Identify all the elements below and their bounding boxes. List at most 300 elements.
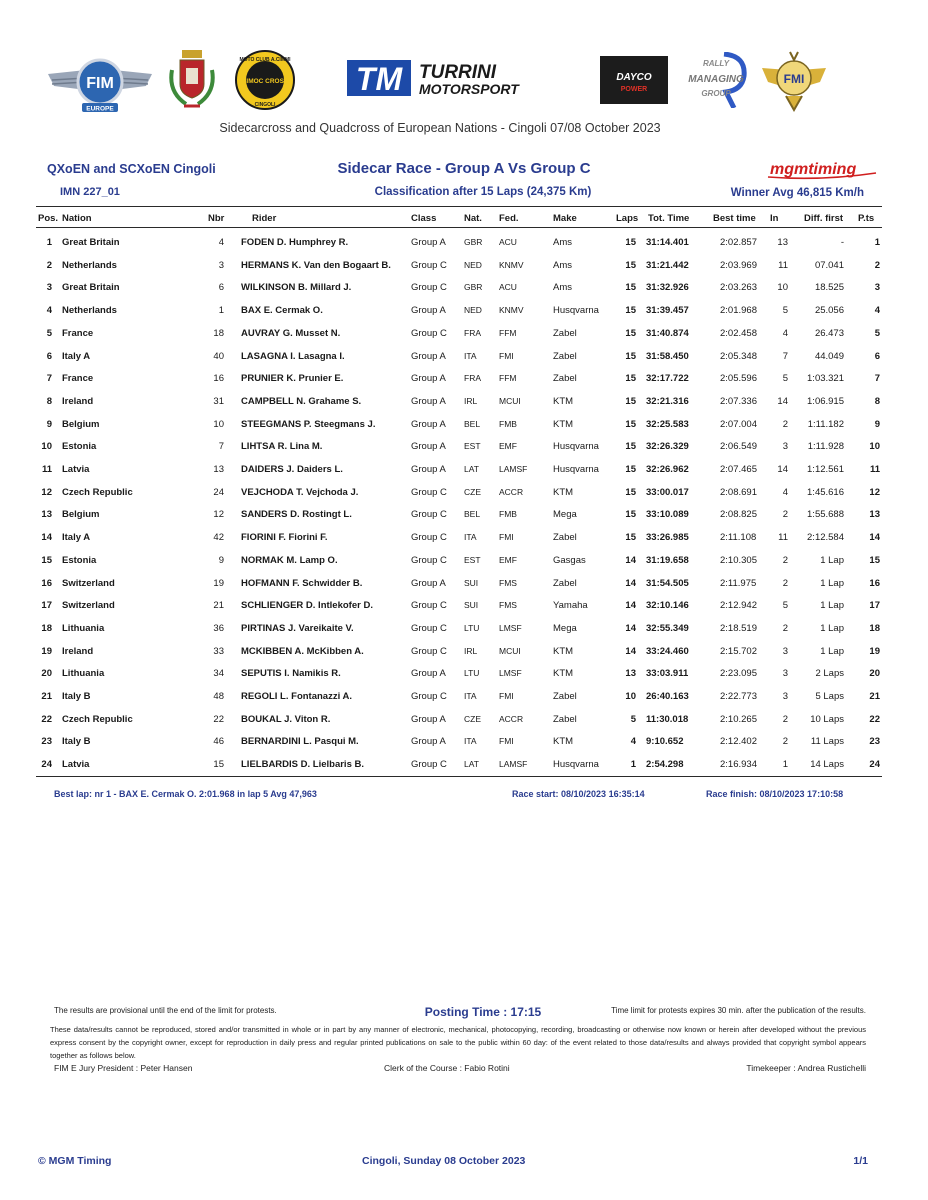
- cell-nation: Great Britain: [62, 237, 120, 248]
- cell-nbr: 19: [213, 577, 224, 589]
- cell-laps: 15: [625, 532, 636, 544]
- cell-inlap: 2: [782, 622, 788, 634]
- cell-rider: BAX E. Cermak O.: [241, 305, 323, 317]
- cell-best: 2:12.402: [720, 736, 757, 748]
- cell-fed: FFM: [499, 373, 517, 384]
- cell-cls: Group A: [411, 668, 446, 680]
- cell-fed: MCUI: [499, 645, 521, 656]
- col-class: Class: [411, 213, 437, 224]
- cell-inlap: 3: [782, 441, 788, 453]
- cell-nbr: 7: [218, 441, 224, 453]
- cell-rider: REGOLI L. Fontanazzi A.: [241, 691, 353, 702]
- cell-cls: Group A: [411, 418, 446, 430]
- cell-cls: Group C: [411, 691, 447, 702]
- cell-diff: 10 Laps: [810, 713, 844, 725]
- cell-nbr: 16: [213, 373, 224, 385]
- cell-cls: Group A: [411, 577, 446, 589]
- cell-nation: Netherlands: [62, 305, 117, 317]
- cell-nat: GBR: [464, 282, 483, 293]
- cell-pos: 12: [41, 486, 52, 498]
- cell-best: 2:07.336: [720, 395, 757, 407]
- cell-inlap: 2: [782, 418, 788, 430]
- cell-tot: 31:32.926: [646, 282, 689, 294]
- cell-diff: 1 Lap: [820, 645, 844, 657]
- cell-nation: Estonia: [62, 554, 97, 566]
- svg-text:FMI: FMI: [783, 72, 805, 86]
- cell-inlap: 2: [782, 736, 788, 748]
- cell-pts: 14: [869, 532, 880, 544]
- cell-make: KTM: [553, 736, 574, 748]
- cell-rider: FODEN D. Humphrey R.: [241, 237, 349, 248]
- cell-pts: 23: [869, 736, 880, 748]
- cell-tot: 32:17.722: [646, 373, 689, 385]
- cell-fed: MCUI: [499, 395, 521, 406]
- cell-inlap: 2: [782, 509, 788, 521]
- cell-rider: STEEGMANS P. Steegmans J.: [241, 418, 376, 430]
- cell-laps: 15: [625, 486, 636, 498]
- cell-make: Gasgas: [553, 554, 586, 566]
- cell-pts: 20: [869, 668, 880, 680]
- cell-laps: 15: [625, 418, 636, 430]
- cell-pos: 17: [41, 600, 52, 612]
- cell-best: 2:10.265: [720, 713, 757, 725]
- cell-rider: FIORINI F. Fiorini F.: [241, 532, 328, 544]
- cell-pos: 10: [41, 441, 52, 453]
- col-diff-first: Diff. first: [804, 213, 844, 224]
- cell-make: Ams: [553, 282, 572, 294]
- cell-inlap: 14: [777, 395, 788, 407]
- race-start: Race start: 08/10/2023 16:35:14: [512, 789, 645, 799]
- cell-pts: 2: [874, 259, 880, 271]
- cell-best: 2:11.108: [720, 532, 757, 544]
- cell-pos: 9: [46, 418, 52, 430]
- cell-fed: FMB: [499, 418, 517, 429]
- cell-nation: Italy B: [62, 691, 91, 702]
- cell-tot: 9:10.652: [646, 736, 684, 748]
- cell-make: Zabel: [553, 691, 577, 702]
- svg-text:FIM: FIM: [86, 75, 114, 92]
- cell-nbr: 46: [213, 736, 224, 748]
- cell-fed: FMB: [499, 509, 517, 520]
- cell-laps: 14: [625, 600, 636, 612]
- cell-tot: 32:10.146: [646, 600, 689, 612]
- cell-cls: Group C: [411, 509, 447, 521]
- cell-diff: 1 Lap: [820, 622, 844, 634]
- cell-pts: 5: [874, 327, 880, 339]
- cell-inlap: 11: [778, 532, 788, 544]
- event-title: Sidecarcross and Quadcross of European Nations - Cingoli 07/08 October 2023: [219, 121, 661, 135]
- cell-pts: 12: [869, 486, 880, 498]
- svg-text:TM: TM: [355, 61, 403, 97]
- cell-fed: KNMV: [499, 259, 524, 270]
- cell-nbr: 34: [213, 668, 224, 680]
- cell-make: KTM: [553, 395, 574, 407]
- cell-tot: 31:54.505: [646, 577, 689, 589]
- cell-cls: Group A: [411, 350, 446, 362]
- cell-best: 2:15.702: [720, 645, 757, 657]
- cell-nat: LTU: [464, 668, 480, 679]
- cell-pts: 22: [869, 713, 880, 725]
- cell-fed: ACCR: [499, 713, 524, 724]
- cell-fed: FMI: [499, 691, 514, 701]
- cell-fed: LAMSF: [499, 464, 528, 474]
- cell-make: Zabel: [553, 373, 577, 385]
- cell-nation: Italy B: [62, 736, 91, 748]
- cell-fed: ACU: [499, 237, 517, 247]
- cell-tot: 33:10.089: [646, 509, 689, 521]
- cell-nbr: 9: [218, 554, 224, 566]
- cell-tot: 33:26.985: [646, 532, 689, 544]
- cell-inlap: 5: [782, 600, 788, 612]
- cell-make: Yamaha: [553, 600, 588, 612]
- cell-inlap: 5: [782, 373, 788, 385]
- cell-tot: 33:03.911: [646, 668, 689, 680]
- cell-pos: 14: [41, 532, 52, 544]
- cell-fed: EMF: [499, 441, 517, 452]
- cell-nation: Belgium: [62, 418, 100, 430]
- cell-tot: 32:26.329: [646, 441, 689, 453]
- cell-nation: Great Britain: [62, 282, 120, 294]
- col-fed: Fed.: [499, 213, 519, 224]
- cell-pos: 21: [41, 691, 52, 702]
- cell-pts: 24: [869, 759, 880, 771]
- svg-text:DAYCO: DAYCO: [616, 72, 652, 83]
- cell-nat: FRA: [464, 327, 481, 338]
- race-finish: Race finish: 08/10/2023 17:10:58: [706, 789, 844, 799]
- cell-laps: 15: [625, 259, 636, 271]
- cell-tot: 32:21.316: [646, 395, 689, 407]
- fmi-federation-logo: [760, 48, 828, 112]
- cell-pos: 13: [41, 509, 52, 521]
- cell-laps: 15: [625, 282, 636, 294]
- cell-fed: FMI: [499, 532, 514, 543]
- cell-pts: 4: [874, 305, 880, 317]
- cell-laps: 13: [625, 668, 636, 680]
- cell-nation: Italy A: [62, 532, 91, 544]
- header-bottom-rule: [36, 227, 882, 228]
- cell-nbr: 48: [213, 691, 224, 702]
- cell-nat: EST: [464, 441, 481, 452]
- cell-nation: Switzerland: [62, 600, 115, 612]
- cell-fed: FMI: [499, 350, 514, 361]
- championship-title: QXoEN and SCXoEN Cingoli: [47, 162, 216, 176]
- cell-make: Ams: [553, 237, 572, 248]
- cell-cls: Group C: [411, 259, 447, 271]
- table-bottom-rule: [36, 776, 882, 777]
- cell-nation: Estonia: [62, 441, 97, 453]
- cell-pts: 17: [869, 600, 880, 612]
- cell-cls: Group A: [411, 395, 446, 407]
- cell-cls: Group C: [411, 532, 447, 544]
- cell-nation: Italy A: [62, 350, 91, 362]
- cell-nat: NED: [464, 305, 482, 316]
- cell-nat: LAT: [464, 464, 479, 474]
- cell-inlap: 5: [782, 305, 788, 317]
- cell-nat: LAT: [464, 759, 479, 770]
- cell-laps: 14: [625, 622, 636, 634]
- cell-rider: NORMAK M. Lamp O.: [241, 554, 338, 566]
- cell-best: 2:02.458: [720, 327, 757, 339]
- cell-tot: 31:19.658: [646, 554, 689, 566]
- cell-tot: 31:40.874: [646, 327, 689, 339]
- cell-best: 2:06.549: [720, 441, 757, 453]
- cell-nbr: 24: [213, 486, 224, 498]
- cell-tot: 32:25.583: [646, 418, 689, 430]
- cell-tot: 32:55.349: [646, 622, 689, 634]
- cell-nbr: 21: [213, 600, 224, 612]
- cell-pos: 15: [41, 554, 52, 566]
- cell-rider: HOFMANN F. Schwidder B.: [241, 577, 363, 589]
- cell-nat: EST: [464, 554, 481, 565]
- cell-nation: Ireland: [62, 395, 94, 407]
- cell-fed: LAMSF: [499, 759, 528, 770]
- cell-make: KTM: [553, 486, 574, 498]
- cell-pos: 24: [41, 759, 52, 771]
- cell-cls: Group C: [411, 600, 447, 612]
- cell-cls: Group A: [411, 713, 446, 725]
- cell-nbr: 22: [213, 713, 224, 725]
- cell-best: 2:01.968: [720, 305, 757, 317]
- imn-code: IMN 227_01: [60, 186, 120, 198]
- cell-diff: 11 Laps: [810, 736, 844, 748]
- cell-best: 2:03.969: [720, 259, 757, 271]
- cell-best: 2:07.465: [720, 464, 757, 475]
- cell-rider: SANDERS D. Rostingt L.: [241, 509, 352, 521]
- cell-make: Zabel: [553, 532, 577, 544]
- cell-diff: 1:45.616: [807, 486, 844, 498]
- cell-pts: 11: [869, 464, 880, 475]
- cell-pos: 8: [46, 395, 52, 407]
- cell-cls: Group C: [411, 554, 447, 566]
- cell-fed: ACU: [499, 282, 517, 293]
- cell-cls: Group A: [411, 373, 446, 385]
- col-rider: Rider: [252, 213, 277, 224]
- cell-inlap: 3: [782, 645, 788, 657]
- cell-best: 2:11.975: [720, 577, 757, 589]
- cell-nat: NED: [464, 259, 482, 270]
- cell-tot: 2:54.298: [646, 759, 684, 771]
- cell-make: Mega: [553, 509, 577, 521]
- cell-laps: 4: [630, 736, 636, 748]
- tm-turrini-motorsport-logo: [345, 58, 531, 98]
- cell-laps: 15: [625, 327, 636, 339]
- col-best-time: Best time: [713, 213, 756, 224]
- cell-pos: 5: [46, 327, 52, 339]
- cell-pts: 18: [869, 622, 880, 634]
- protest-limit-note: Time limit for protests expires 30 min. after the publication of the results.: [611, 1006, 866, 1015]
- cell-pts: 10: [869, 441, 880, 453]
- cell-inlap: 2: [782, 713, 788, 725]
- cell-laps: 15: [625, 464, 636, 475]
- cell-make: Mega: [553, 622, 577, 634]
- cell-inlap: 4: [782, 486, 788, 498]
- jury-president: FIM E Jury President : Peter Hansen: [54, 1063, 193, 1073]
- cell-nbr: 31: [213, 395, 224, 407]
- cell-pos: 20: [41, 668, 52, 680]
- rally-managing-group-logo: [680, 52, 752, 108]
- cell-diff: 1 Lap: [820, 577, 844, 589]
- cell-make: Zabel: [553, 577, 577, 589]
- cell-fed: KNMV: [499, 305, 524, 316]
- cell-inlap: 3: [782, 668, 788, 680]
- cell-nat: ITA: [464, 350, 477, 361]
- cell-tot: 31:14.401: [646, 237, 689, 248]
- cell-pos: 7: [46, 373, 52, 385]
- cell-diff: 2 Laps: [815, 668, 844, 680]
- cell-fed: FFM: [499, 327, 517, 338]
- cell-make: KTM: [553, 645, 574, 657]
- cell-fed: FMI: [499, 736, 514, 747]
- cell-nat: CZE: [464, 486, 481, 497]
- cell-make: Zabel: [553, 350, 577, 362]
- cell-cls: Group C: [411, 759, 447, 771]
- place-date: Cingoli, Sunday 08 October 2023: [362, 1155, 526, 1167]
- cell-inlap: 11: [778, 259, 788, 271]
- cell-nbr: 10: [213, 418, 224, 430]
- cell-pos: 3: [46, 282, 52, 294]
- dayco-power-logo: [600, 56, 668, 104]
- col-nation: Nation: [62, 213, 92, 224]
- svg-text:RALLY: RALLY: [702, 59, 730, 68]
- cell-make: KTM: [553, 418, 574, 430]
- cell-pts: 8: [874, 395, 880, 407]
- fim-europe-logo: [46, 50, 154, 114]
- cell-laps: 15: [625, 305, 636, 317]
- cell-rider: BERNARDINI L. Pasqui M.: [241, 736, 359, 748]
- cell-laps: 1: [630, 759, 636, 771]
- cell-nation: France: [62, 373, 94, 385]
- cell-rider: VEJCHODA T. Vejchoda J.: [241, 486, 359, 498]
- cell-best: 2:10.305: [720, 554, 757, 566]
- cell-nbr: 6: [218, 282, 224, 294]
- cell-nation: Latvia: [62, 464, 90, 475]
- cell-rider: WILKINSON B. Millard J.: [241, 282, 352, 294]
- cell-nat: CZE: [464, 713, 481, 724]
- cell-diff: 07.041: [814, 259, 844, 271]
- cell-nbr: 1: [218, 305, 224, 317]
- cell-inlap: 1: [782, 759, 788, 771]
- cell-best: 2:07.004: [720, 418, 757, 430]
- cell-nation: Lithuania: [62, 668, 105, 680]
- cell-rider: PRUNIER K. Prunier E.: [241, 373, 344, 385]
- cell-fed: LMSF: [499, 668, 522, 679]
- copyright-mgm: © MGM Timing: [38, 1155, 112, 1167]
- cell-laps: 15: [625, 395, 636, 407]
- cell-nation: Ireland: [62, 645, 94, 657]
- cell-best: 2:08.691: [720, 486, 757, 498]
- cell-make: KTM: [553, 668, 574, 680]
- cell-cls: Group A: [411, 305, 446, 317]
- cell-make: Ams: [553, 259, 572, 271]
- cell-pos: 19: [41, 645, 52, 657]
- cell-nbr: 42: [213, 532, 224, 544]
- cell-diff: 1:03.321: [807, 373, 844, 385]
- sponsor-logos: [0, 44, 928, 116]
- cell-pos: 2: [46, 259, 52, 271]
- cell-nat: SUI: [464, 600, 479, 611]
- cell-pts: 6: [874, 350, 880, 362]
- cell-laps: 10: [625, 691, 636, 702]
- cell-best: 2:12.942: [720, 600, 757, 612]
- cell-pos: 1: [46, 237, 52, 248]
- cell-fed: FMS: [499, 600, 517, 611]
- mgm-timing-logo: [766, 158, 878, 180]
- moto-club-cingoli-logo: [235, 50, 295, 110]
- cell-cls: Group A: [411, 237, 446, 248]
- cell-nat: ITA: [464, 691, 477, 701]
- col-pts: P.ts: [858, 213, 875, 224]
- cell-pos: 18: [41, 622, 52, 634]
- col-nat: Nat.: [464, 213, 482, 224]
- cell-tot: 31:21.442: [646, 259, 689, 271]
- cell-rider: HERMANS K. Van den Bogaart B.: [241, 259, 391, 271]
- cell-tot: 33:00.017: [646, 486, 689, 498]
- cell-nat: GBR: [464, 237, 483, 247]
- col-in: In: [770, 213, 779, 224]
- cell-rider: MCKIBBEN A. McKibben A.: [241, 645, 364, 657]
- cell-inlap: 7: [782, 350, 788, 362]
- cell-cls: Group A: [411, 736, 446, 748]
- cell-fed: EMF: [499, 554, 517, 565]
- cell-nbr: 15: [213, 759, 224, 771]
- cell-cls: Group C: [411, 327, 447, 339]
- cell-fed: FMS: [499, 577, 517, 588]
- svg-text:CINGOLI: CINGOLI: [254, 102, 276, 108]
- cell-best: 2:18.519: [720, 622, 757, 634]
- cell-nat: BEL: [464, 418, 481, 429]
- cell-make: Husqvarna: [553, 759, 599, 771]
- cell-diff: 5 Laps: [815, 691, 844, 702]
- timekeeper: Timekeeper : Andrea Rustichelli: [746, 1063, 866, 1073]
- cell-rider: LIELBARDIS D. Lielbaris B.: [241, 759, 364, 771]
- cell-inlap: 10: [777, 282, 788, 294]
- cell-nat: LTU: [464, 622, 480, 633]
- copyright-disclaimer: These data/results cannot be reproduced, stored and/or transmitted in whole or in part by any manner of electronic, mechanical, photocopying, recording, broadcasting or otherwise now known or herein after developed without the previous express consent by the copyright owner, except for reproduction in daily press and regular printed publications on sale to the public within 60 day: of the event related to those data/results and always provided that copyright symbol appears together as follows below.: [50, 1025, 866, 1060]
- svg-text:MOTORSPORT: MOTORSPORT: [419, 81, 519, 97]
- cell-nat: ITA: [464, 736, 477, 747]
- cell-cls: Group C: [411, 622, 447, 634]
- cell-pos: 11: [41, 464, 52, 475]
- cell-diff: 1:12.561: [807, 464, 844, 475]
- cell-nation: Lithuania: [62, 622, 105, 634]
- page-number: 1/1: [853, 1155, 868, 1167]
- cell-best: 2:05.596: [720, 373, 757, 385]
- municipal-crest-logo: [166, 48, 218, 112]
- cell-pts: 15: [869, 554, 880, 566]
- svg-text:GROUP: GROUP: [701, 89, 731, 98]
- cell-make: Zabel: [553, 327, 577, 339]
- cell-laps: 15: [625, 237, 636, 248]
- cell-nbr: 36: [213, 622, 224, 634]
- cell-rider: BOUKAL J. Viton R.: [241, 713, 331, 725]
- cell-nation: Czech Republic: [62, 713, 133, 725]
- cell-nat: BEL: [464, 509, 481, 520]
- cell-cls: Group C: [411, 486, 447, 498]
- col-laps: Laps: [616, 213, 639, 224]
- cell-pts: 3: [874, 282, 880, 294]
- winner-average: Winner Avg 46,815 Km/h: [730, 187, 864, 199]
- cell-rider: SEPUTIS I. Namikis R.: [241, 668, 341, 680]
- svg-text:MANAGING: MANAGING: [688, 74, 744, 85]
- cell-laps: 5: [630, 713, 636, 725]
- cell-diff: 1 Lap: [820, 554, 844, 566]
- cell-laps: 14: [625, 554, 636, 566]
- cell-make: Husqvarna: [553, 464, 599, 475]
- cell-tot: 31:39.457: [646, 305, 689, 317]
- classification-info: Classification after 15 Laps (24,375 Km): [374, 186, 592, 198]
- cell-nat: IRL: [464, 645, 478, 656]
- cell-tot: 26:40.163: [646, 691, 689, 702]
